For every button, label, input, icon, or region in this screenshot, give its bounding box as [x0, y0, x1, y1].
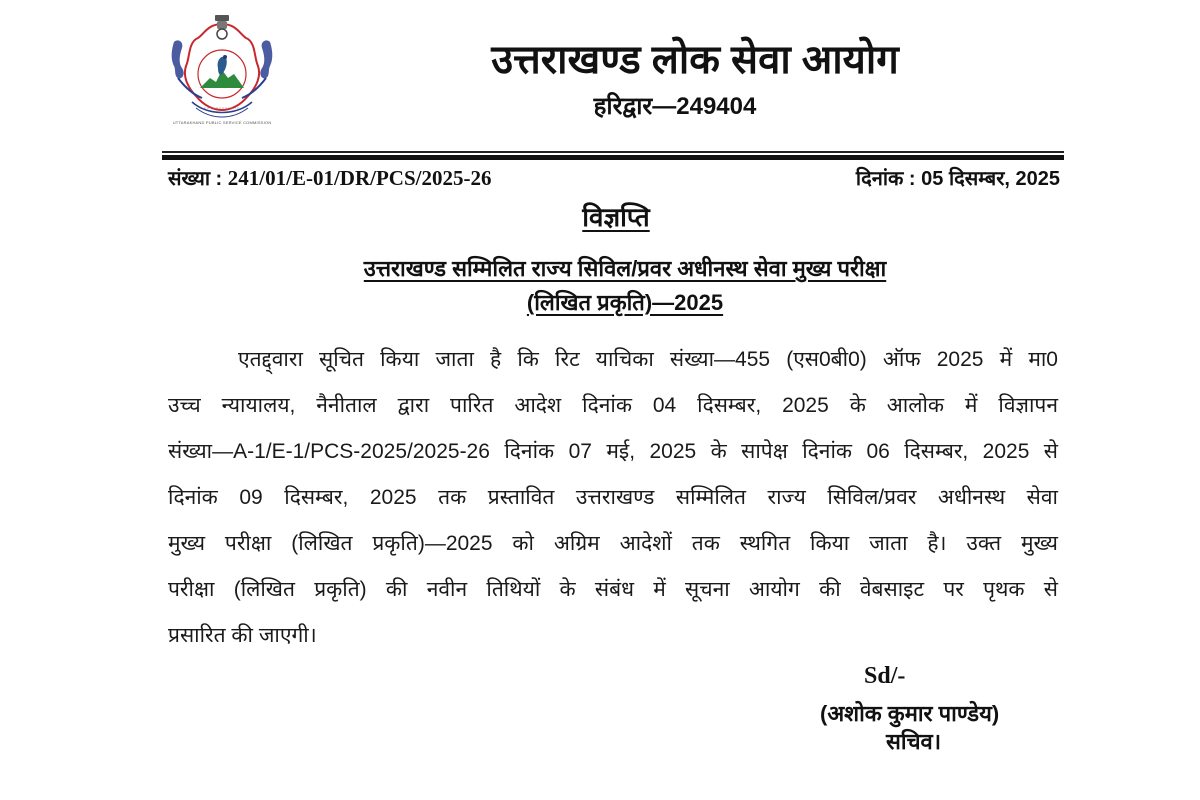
signed-mark: Sd/- — [864, 663, 906, 689]
reference-row — [168, 164, 1060, 190]
header-rule-thin — [162, 151, 1064, 153]
subject-line-2: (लिखित प्रकृति)—2025 — [526, 290, 724, 315]
reference-number — [168, 164, 491, 191]
body-line: प्रसारित की जाएगी। — [168, 624, 317, 647]
subject-line-1: उत्तराखण्ड सम्मिलित राज्य सिविल/प्रवर अधीनस्थ सेवा मुख्य परीक्षा — [363, 256, 887, 281]
body-line: संख्या—A-1/E-1/PCS-2025/2025-26 दिनांक 07 मई, 2025 के सापेक्ष दिनांक 06 दिसम्बर, 2025 से — [168, 440, 1058, 463]
notice-heading-text: विज्ञप्ति — [582, 202, 650, 232]
body-line: परीक्षा (लिखित प्रकृति) की नवीन तिथियों के संबंध में सूचना आयोग की वेबसाइट पर पृथक से — [168, 578, 1058, 601]
notice-body — [168, 337, 1058, 659]
reference-date — [856, 164, 1060, 191]
organization-title: उत्तराखण्ड लोक सेवा आयोग — [491, 38, 899, 82]
reference-date-label: दिनांक : — [855, 168, 916, 190]
header-rule-thick — [162, 155, 1064, 160]
notice-subject — [232, 252, 1018, 320]
reference-number-label: संख्या : — [168, 168, 223, 190]
organization-address: हरिद्वार—249404 — [593, 93, 757, 120]
reference-number-value: 241/01/E-01/DR/PCS/2025-26 — [227, 166, 492, 190]
signature-block — [800, 660, 1050, 756]
notice-heading — [0, 198, 1200, 234]
signatory-name: (अशोक कुमार पाण्डेय) — [820, 701, 1000, 726]
body-line: एतद्द्वारा सूचित किया जाता है कि रिट याचिका संख्या—455 (एस0बी0) ऑफ 2025 में मा0 — [238, 348, 1058, 371]
reference-date-value: 05 दिसम्बर, 2025 — [921, 168, 1060, 190]
commission-emblem-icon — [168, 12, 276, 132]
body-line: दिनांक 09 दिसम्बर, 2025 तक प्रस्तावित उत्तराखण्ड सम्मिलित राज्य सिविल/प्रवर अधीनस्थ सेवा — [168, 486, 1058, 509]
signatory-designation: सचिव। — [886, 729, 942, 754]
body-line: मुख्य परीक्षा (लिखित प्रकृति)—2025 को अग्रिम आदेशों तक स्थगित किया जाता है। उक्त मुख्य — [168, 532, 1058, 555]
body-line: उच्च न्यायालय, नैनीताल द्वारा पारित आदेश दिनांक 04 दिसम्बर, 2025 के आलोक में विज्ञापन — [168, 394, 1058, 417]
logo-caption: UTTARAKHAND PUBLIC SERVICE COMMISSION — [172, 120, 272, 125]
